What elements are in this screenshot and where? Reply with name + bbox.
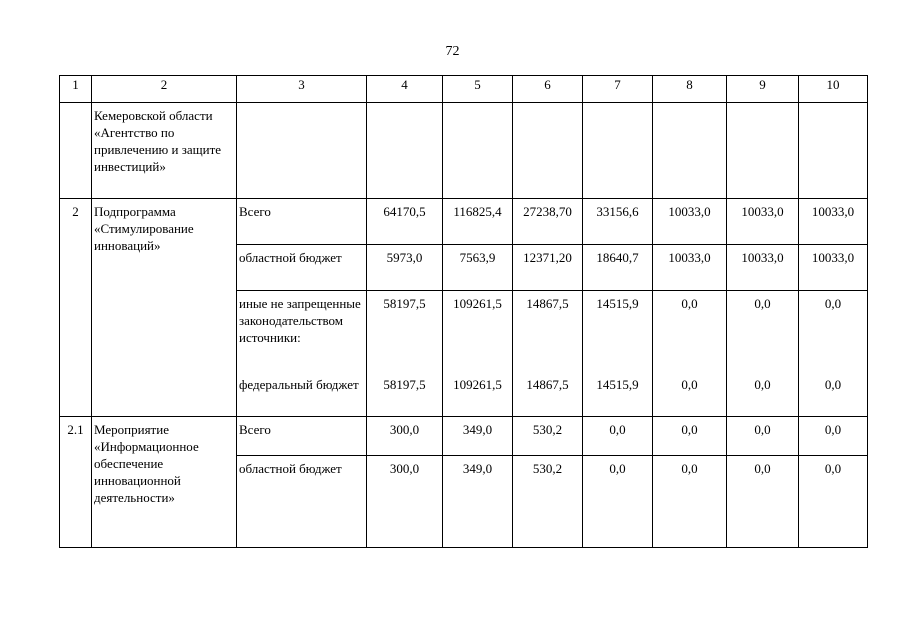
value-cell (513, 199, 583, 245)
value-cell (367, 245, 443, 291)
header-cell: 8 (653, 76, 727, 103)
program-name-text: Подпрограмма «Стимулирование инноваций» (94, 204, 194, 253)
value-cell (727, 417, 799, 456)
value-cell (799, 199, 868, 245)
value-text: 10033,0 (741, 250, 784, 265)
value-cell (443, 103, 513, 199)
value-text: 58197,5 (383, 296, 426, 311)
header-cell: 6 (513, 76, 583, 103)
value-cell (513, 456, 583, 548)
value-text: 116825,4 (453, 204, 502, 219)
value-text: 5973,0 (386, 250, 423, 265)
funding-source-text: областной бюджет (239, 250, 342, 265)
value-cell (583, 456, 653, 548)
value-text: 0,0 (754, 461, 771, 476)
value-text: 10033,0 (741, 204, 784, 219)
value-cell (799, 456, 868, 548)
header-cell: 5 (443, 76, 513, 103)
value-cell (513, 245, 583, 291)
funding-source (237, 456, 367, 548)
funding-source-text: федеральный бюджет (239, 377, 359, 392)
program-name (92, 199, 237, 417)
value-cell (583, 291, 653, 417)
table-header-row (60, 76, 868, 103)
value-text: 0,0 (681, 296, 698, 311)
program-name-text: Мероприятие «Информационное обеспечение инновационной деятельности» (94, 422, 199, 505)
value-text: 0,0 (754, 377, 771, 392)
funding-source (237, 245, 367, 291)
value-cell (443, 291, 513, 417)
value-text: 0,0 (681, 422, 698, 437)
value-cell (513, 291, 583, 417)
value-text: 349,0 (462, 461, 493, 476)
funding-source-text: Всего (239, 422, 271, 437)
value-text: 0,0 (681, 461, 698, 476)
header-cell: 9 (727, 76, 799, 103)
value-cell (443, 417, 513, 456)
value-text: 14515,9 (596, 296, 639, 311)
value-cell (653, 103, 727, 199)
value-text: 349,0 (462, 422, 493, 437)
value-text: 109261,5 (453, 296, 502, 311)
value-cell (799, 245, 868, 291)
value-text: 300,0 (389, 422, 420, 437)
value-cell (799, 291, 868, 417)
funding-source-text: иные не запрещенные законодательством источники: (239, 296, 361, 345)
value-cell (727, 245, 799, 291)
value-text: 0,0 (824, 422, 842, 437)
value-cell (443, 456, 513, 548)
value-cell (513, 417, 583, 456)
value-text: 109261,5 (453, 377, 502, 392)
value-text: 530,2 (532, 461, 563, 476)
value-cell (799, 103, 868, 199)
value-cell (583, 245, 653, 291)
value-text: 7563,9 (459, 250, 496, 265)
value-text: 14867,5 (526, 377, 569, 392)
header-cell: 10 (799, 76, 868, 103)
value-text: 0,0 (754, 296, 771, 311)
program-name-text: Кемеровской области «Агентство по привлечению и защите инвестиций» (94, 108, 222, 174)
table-row (60, 199, 868, 245)
value-text: 10033,0 (668, 250, 711, 265)
value-text: 0,0 (609, 461, 626, 476)
value-text: 0,0 (681, 377, 698, 392)
value-text: 27238,70 (523, 204, 572, 219)
funding-source (237, 199, 367, 245)
value-cell (727, 199, 799, 245)
value-cell (653, 291, 727, 417)
row-number-text: 2.1 (67, 422, 84, 437)
funding-source-text: областной бюджет (239, 461, 342, 476)
value-text: 0,0 (754, 422, 771, 437)
value-text: 0,0 (609, 422, 626, 437)
value-cell (799, 417, 868, 456)
funding-source (237, 103, 367, 199)
value-cell (443, 245, 513, 291)
header-cell: 1 (60, 76, 92, 103)
value-cell (367, 417, 443, 456)
header-cell: 7 (583, 76, 653, 103)
value-text: 10033,0 (811, 204, 855, 219)
value-cell (367, 103, 443, 199)
value-text: 0,0 (824, 461, 842, 476)
header-cell: 4 (367, 76, 443, 103)
funding-source-text: Всего (239, 204, 271, 219)
value-cell (653, 245, 727, 291)
funding-source (237, 417, 367, 456)
row-number (60, 103, 92, 199)
value-cell (727, 103, 799, 199)
value-cell (367, 199, 443, 245)
value-text: 18640,7 (596, 250, 639, 265)
value-text: 64170,5 (383, 204, 426, 219)
value-text: 10033,0 (811, 250, 855, 265)
value-cell (653, 456, 727, 548)
value-text: 10033,0 (668, 204, 711, 219)
row-number (60, 417, 92, 548)
budget-table (59, 75, 868, 548)
value-cell (583, 199, 653, 245)
funding-source (237, 291, 367, 417)
header-cell: 2 (92, 76, 237, 103)
value-cell (367, 456, 443, 548)
row-number (60, 199, 92, 417)
value-text: 58197,5 (383, 377, 426, 392)
table-row (60, 417, 868, 456)
value-text: 14515,9 (596, 377, 639, 392)
program-name (92, 103, 237, 199)
program-name (92, 417, 237, 548)
value-cell (653, 417, 727, 456)
page-number: 72 (445, 44, 460, 59)
value-cell (513, 103, 583, 199)
value-text: 300,0 (389, 461, 420, 476)
value-text: 0,0 (824, 296, 842, 311)
header-cell: 3 (237, 76, 367, 103)
value-cell (583, 103, 653, 199)
value-text: 530,2 (532, 422, 563, 437)
value-text: 0,0 (824, 377, 842, 392)
value-cell (727, 456, 799, 548)
value-cell (583, 417, 653, 456)
value-cell (653, 199, 727, 245)
row-number-text: 2 (72, 204, 79, 219)
value-cell (443, 199, 513, 245)
value-text: 14867,5 (526, 296, 569, 311)
value-text: 12371,20 (523, 250, 572, 265)
value-cell (727, 291, 799, 417)
value-text: 33156,6 (596, 204, 639, 219)
table-row (60, 103, 868, 199)
value-cell (367, 291, 443, 417)
